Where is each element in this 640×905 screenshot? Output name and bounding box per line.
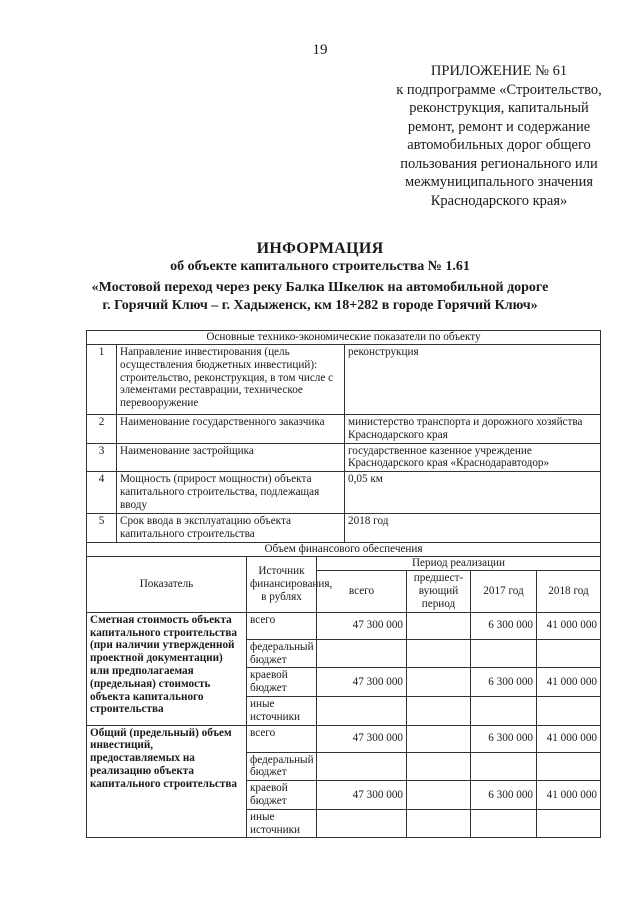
finance-2018: 41 000 000: [537, 725, 601, 752]
table-row: [87, 415, 601, 444]
finance-2017: 6 300 000: [471, 781, 537, 810]
finance-2017: 6 300 000: [471, 612, 537, 639]
finance-2017: [471, 752, 537, 781]
header-source: Источник финансирования, в рублях: [247, 556, 317, 612]
appendix-line: реконструкция, капитальный: [409, 100, 589, 116]
indicator-value: 0,05 км: [345, 472, 601, 514]
appendix-line: межмуниципального значения: [405, 174, 593, 190]
indicator-name: Наименование застройщика: [117, 443, 345, 472]
finance-source: федеральный бюджет: [247, 752, 317, 781]
finance-source: краевой бюджет: [247, 781, 317, 810]
finance-2018: [537, 809, 601, 838]
finance-2017: [471, 809, 537, 838]
indicator-name: Мощность (прирост мощности) объекта капитального строительства, подлежащая вводу: [117, 472, 345, 514]
object-name-line: «Мостовой переход через реку Балка Шкелюк на автомобильной дороге: [91, 280, 549, 295]
appendix-title: ПРИЛОЖЕНИЕ № 61: [430, 63, 568, 79]
finance-total: [317, 752, 407, 781]
row-number: 4: [87, 472, 117, 514]
document-title: ИНФОРМАЦИЯ: [256, 240, 384, 257]
appendix-block: [380, 62, 618, 210]
finance-total: 47 300 000: [317, 725, 407, 752]
appendix-line: автомобильных дорог общего: [407, 137, 591, 153]
finance-source: федеральный бюджет: [247, 639, 317, 668]
finance-previous: [407, 809, 471, 838]
finance-2017: [471, 639, 537, 668]
finance-2017: 6 300 000: [471, 668, 537, 697]
row-number: 2: [87, 415, 117, 444]
finance-source: иные источники: [247, 696, 317, 725]
appendix-line: Краснодарского края»: [430, 192, 568, 209]
header-2018: 2018 год: [537, 570, 601, 612]
indicator-name: Наименование государственного заказчика: [117, 415, 345, 444]
finance-previous: [407, 639, 471, 668]
finance-total: [317, 639, 407, 668]
finance-2018: 41 000 000: [537, 781, 601, 810]
finance-2018: [537, 639, 601, 668]
indicator-name: Срок ввода в эксплуатацию объекта капитального строительства: [117, 514, 345, 543]
indicator-value: министерство транспорта и дорожного хозяйства Краснодарского края: [345, 415, 601, 444]
row-number: 3: [87, 443, 117, 472]
finance-total: [317, 696, 407, 725]
header-indicator: Показатель: [87, 556, 247, 612]
section-header-finance: Объем финансового обеспечения: [87, 542, 601, 556]
finance-previous: [407, 612, 471, 639]
table-row: [87, 725, 601, 752]
finance-source: краевой бюджет: [247, 668, 317, 697]
row-number: 5: [87, 514, 117, 543]
finance-2017: [471, 696, 537, 725]
table-row: [87, 514, 601, 543]
table-row: [87, 345, 601, 415]
finance-previous: [407, 668, 471, 697]
finance-2018: [537, 752, 601, 781]
indicator-value: реконструкция: [345, 345, 601, 415]
table-row: [87, 612, 601, 639]
finance-previous: [407, 725, 471, 752]
info-table: [86, 330, 601, 838]
finance-2018: 41 000 000: [537, 668, 601, 697]
row-number: 1: [87, 345, 117, 415]
object-name-line: г. Горячий Ключ – г. Хадыженск, км 18+282 в городе Горячий Ключ»: [102, 298, 538, 313]
object-name: [0, 279, 640, 315]
indicator-value: 2018 год: [345, 514, 601, 543]
finance-source: всего: [247, 612, 317, 639]
header-total: всего: [317, 570, 407, 612]
finance-source: всего: [247, 725, 317, 752]
appendix-line: ремонт, ремонт и содержание: [407, 118, 591, 135]
finance-source: иные источники: [247, 809, 317, 838]
finance-total: 47 300 000: [317, 668, 407, 697]
finance-previous: [407, 696, 471, 725]
finance-total: 47 300 000: [317, 612, 407, 639]
finance-group-label: Общий (предельный) объем инвестиций, предоставляемых на реализацию объекта капитального строительства: [87, 725, 247, 838]
indicator-name: Направление инвестирования (цель осуществления бюджетных инвестиций): строительство, реконструкция, в том числе с элементами реставрации, техническое перевооружение: [117, 345, 345, 415]
table-row: [87, 443, 601, 472]
finance-2018: 41 000 000: [537, 612, 601, 639]
header-previous: предшест-вующий период: [407, 570, 471, 612]
finance-previous: [407, 752, 471, 781]
finance-previous: [407, 781, 471, 810]
section-header-indicators: Основные технико-экономические показатели по объекту: [87, 331, 601, 345]
finance-total: 47 300 000: [317, 781, 407, 810]
appendix-line: пользования регионального или: [400, 155, 598, 172]
finance-2018: [537, 696, 601, 725]
page-number: 19: [312, 42, 328, 58]
finance-total: [317, 809, 407, 838]
indicator-value: государственное казенное учреждение Краснодарского края «Краснодаравтодор»: [345, 443, 601, 472]
appendix-line: к подпрограмме «Строительство,: [396, 81, 602, 98]
finance-2017: 6 300 000: [471, 725, 537, 752]
document-subtitle: об объекте капитального строительства № 1.61: [170, 259, 470, 274]
header-period: Период реализации: [317, 556, 601, 570]
header-2017: 2017 год: [471, 570, 537, 612]
table-row: [87, 472, 601, 514]
finance-group-label: Сметная стоимость объекта капитального строительства (при наличии утвержденной проектной документации) или предполагаемая (предельная) стоимость объекта капитального строительства: [87, 612, 247, 725]
